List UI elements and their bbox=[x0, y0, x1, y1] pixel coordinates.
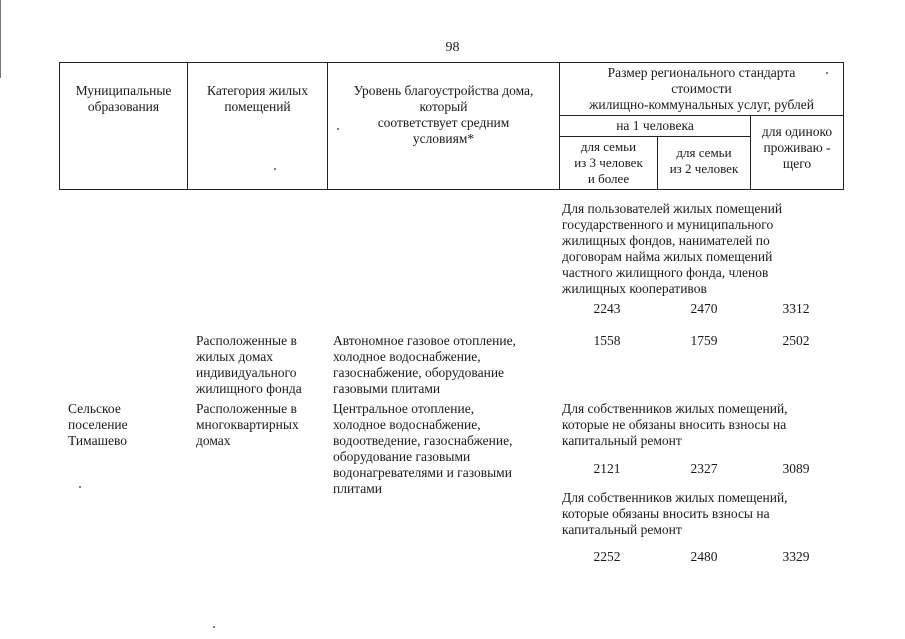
page-number: 98 bbox=[445, 40, 460, 55]
scan-speck bbox=[79, 486, 81, 488]
note-obliged: Для собственников жилых помещений, которые обязаны вносить взносы на капитальный ремонт bbox=[562, 490, 788, 537]
header-category: Категория жилых помещений bbox=[188, 63, 328, 190]
value-cell: 2502 bbox=[782, 333, 810, 348]
value-cell: 2243 bbox=[593, 301, 621, 316]
header-table bbox=[59, 62, 844, 190]
scan-speck bbox=[274, 168, 276, 170]
header-municipality: Муниципальные образования bbox=[60, 63, 188, 190]
value-cell: 3089 bbox=[782, 461, 810, 476]
value-cell: 3312 bbox=[782, 301, 810, 316]
value-cell: 2121 bbox=[593, 461, 621, 476]
scan-speck bbox=[337, 128, 339, 130]
value-cell: 1759 bbox=[690, 333, 718, 348]
scan-speck bbox=[213, 626, 215, 628]
municipality-name: Сельское поселение Тимашево bbox=[68, 401, 128, 448]
value-cell: 2252 bbox=[593, 549, 621, 564]
level-private-houses: Автономное газовое отопление, холодное водоснабжение, газоснабжение, оборудование газовыми плитами bbox=[333, 333, 516, 396]
value-cell: 3329 bbox=[782, 549, 810, 564]
header-family2: для семьи из 2 человек bbox=[658, 137, 751, 190]
header-single: для одиноко проживаю - щего bbox=[751, 116, 844, 190]
value-cell: 2327 bbox=[690, 461, 718, 476]
note-not-obliged: Для собственников жилых помещений, которые не обязаны вносить взносы на капитальный ремонт bbox=[562, 401, 788, 448]
scan-edge-line bbox=[0, 0, 1, 78]
group1-note: Для пользователей жилых помещений государственного и муниципального жилищных фондов, нанимателей по договорам найма жилых помещений частного жилищного фонда, членов жилищных кооперативов bbox=[562, 201, 783, 296]
scan-speck bbox=[826, 72, 828, 74]
header-per-person: на 1 человека bbox=[560, 116, 751, 137]
header-standard: Размер регионального стандарта стоимости жилищно-коммунальных услуг, рублей bbox=[560, 63, 844, 116]
value-cell: 2480 bbox=[690, 549, 718, 564]
value-cell: 2470 bbox=[690, 301, 718, 316]
category-apartment-buildings: Расположенные в многоквартирных домах bbox=[196, 401, 299, 448]
level-apartment-buildings: Центральное отопление, холодное водоснабжение, водоотведение, газоснабжение, оборудование газовыми водонагревателями и газовыми плитами bbox=[333, 401, 513, 496]
value-cell: 1558 bbox=[593, 333, 621, 348]
header-family3: для семьи из 3 человек и более bbox=[560, 137, 658, 190]
header-level: Уровень благоустройства дома, который соответствует средним условиям* bbox=[328, 63, 560, 190]
category-private-houses: Расположенные в жилых домах индивидуального жилищного фонда bbox=[196, 333, 302, 396]
